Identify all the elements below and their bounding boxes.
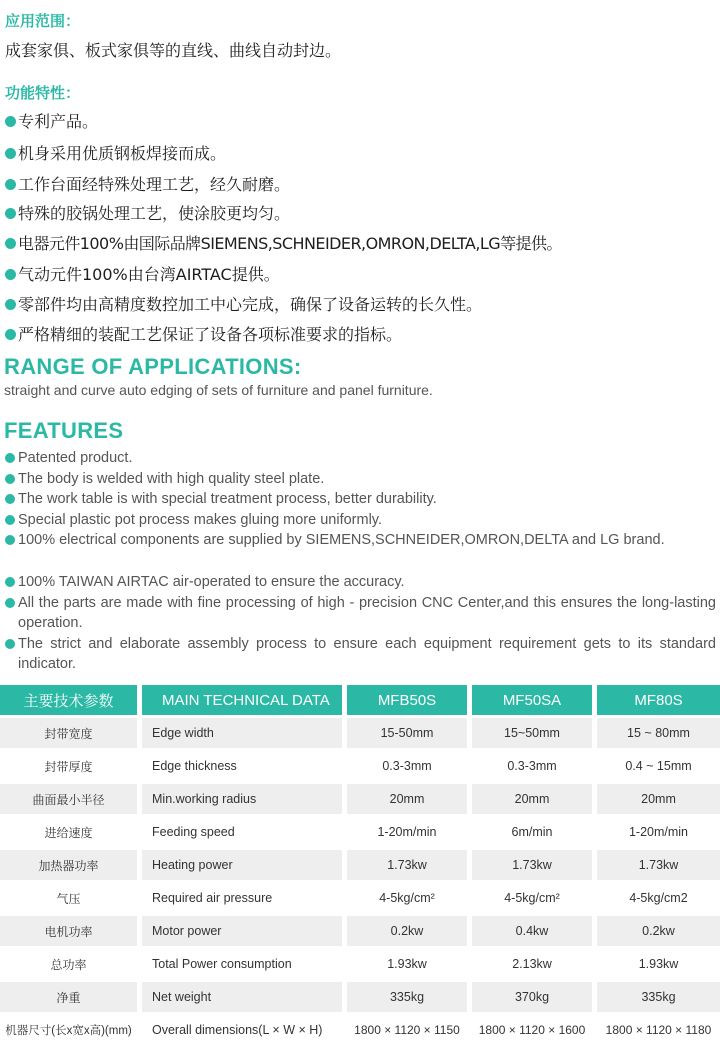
en-feature-item (5, 448, 716, 468)
table-row (0, 718, 720, 748)
en-feature-text: The strict and elaborate assembly process to ensure each equipment requirement gets to its standard indicator. (18, 636, 716, 672)
bullet-dot-icon (5, 299, 16, 310)
cell-mfb50s: 335kg (347, 982, 472, 1012)
cell-param: Edge thickness (142, 751, 347, 781)
bullet-dot-icon (5, 577, 15, 587)
cn-feature-item (5, 262, 280, 285)
en-feature-text: The body is welded with high quality steel plate. (18, 471, 325, 487)
table-row (0, 883, 720, 913)
header-cn-param: 主要技术参数 (0, 685, 142, 715)
cn-feature-item (5, 201, 290, 224)
cn-application-text: 成套家俱、板式家俱等的直线、曲线自动封边。 (5, 41, 342, 60)
bullet-dot-icon (5, 238, 16, 249)
cn-feature-item (5, 172, 290, 195)
table-row (0, 982, 720, 1012)
cell-mf50sa: 6m/min (472, 817, 597, 847)
table-header-row (0, 685, 720, 715)
cn-feature-text: 零部件均由高精度数控加工中心完成，确保了设备运转的长久性。 (18, 295, 483, 314)
bullet-dot-icon (5, 535, 15, 545)
en-feature-item (5, 572, 716, 592)
cn-feature-text: 严格精细的装配工艺保证了设备各项标准要求的指标。 (18, 325, 403, 344)
en-feature-item (5, 489, 716, 509)
cell-mf50sa: 0.3-3mm (472, 751, 597, 781)
cell-cn: 电机功率 (0, 916, 142, 946)
technical-data-table (0, 682, 720, 1048)
cell-mf80s: 0.4 ~ 15mm (597, 751, 720, 781)
cn-feature-item (5, 231, 562, 254)
cell-mf50sa: 0.4kw (472, 916, 597, 946)
cell-param: Feeding speed (142, 817, 347, 847)
header-mf50sa: MF50SA (472, 685, 597, 715)
cell-mf50sa: 20mm (472, 784, 597, 814)
cell-mf50sa: 4-5kg/cm² (472, 883, 597, 913)
cn-application-heading: 应用范围： (5, 12, 81, 30)
cn-feature-item (5, 141, 226, 164)
header-main-data: MAIN TECHNICAL DATA (142, 685, 347, 715)
bullet-dot-icon (5, 208, 16, 219)
bullet-dot-icon (5, 598, 15, 608)
cell-mf80s: 1800 × 1120 × 1180 (597, 1015, 720, 1045)
table-row (0, 916, 720, 946)
en-feature-item (5, 634, 716, 674)
cell-param: Edge width (142, 718, 347, 748)
en-feature-text: Special plastic pot process makes gluing more uniformly. (18, 512, 383, 528)
en-range-text: straight and curve auto edging of sets of furniture and panel furniture. (4, 382, 433, 398)
en-feature-text: The work table is with special treatment process, better durability. (18, 491, 437, 507)
cell-mf50sa: 15~50mm (472, 718, 597, 748)
bullet-dot-icon (5, 453, 15, 463)
header-mfb50s: MFB50S (347, 685, 472, 715)
cell-mf80s: 1.93kw (597, 949, 720, 979)
cell-mf80s: 4-5kg/cm2 (597, 883, 720, 913)
cell-param: Min.working radius (142, 784, 347, 814)
bullet-dot-icon (5, 474, 15, 484)
cell-mf50sa: 1.73kw (472, 850, 597, 880)
cell-cn: 进给速度 (0, 817, 142, 847)
en-feature-item (5, 510, 716, 530)
cell-mfb50s: 1.73kw (347, 850, 472, 880)
cn-feature-item (5, 109, 98, 132)
bullet-dot-icon (5, 148, 16, 159)
table-row (0, 817, 720, 847)
cell-mf80s: 15 ~ 80mm (597, 718, 720, 748)
cn-feature-text: 机身采用优质钢板焊接而成。 (18, 144, 227, 163)
en-feature-item (5, 469, 716, 489)
cn-feature-item (5, 322, 402, 345)
cell-mf50sa: 370kg (472, 982, 597, 1012)
cell-mf80s: 0.2kw (597, 916, 720, 946)
table-row (0, 949, 720, 979)
cell-param: Net weight (142, 982, 347, 1012)
cell-mfb50s: 20mm (347, 784, 472, 814)
cell-mf50sa: 2.13kw (472, 949, 597, 979)
cell-cn: 曲面最小半径 (0, 784, 142, 814)
bullet-dot-icon (5, 515, 15, 525)
cell-mfb50s: 1800 × 1120 × 1150 (347, 1015, 472, 1045)
cn-feature-text: 特殊的胶锅处理工艺，使涂胶更均匀。 (18, 204, 291, 223)
cell-mf80s: 1.73kw (597, 850, 720, 880)
cell-mfb50s: 0.2kw (347, 916, 472, 946)
cn-feature-text: 专利产品。 (18, 112, 99, 131)
cell-cn: 封带厚度 (0, 751, 142, 781)
en-feature-text: Patented product. (18, 450, 133, 466)
en-feature-item (5, 530, 716, 550)
cell-param: Heating power (142, 850, 347, 880)
bullet-dot-icon (5, 329, 16, 340)
cell-cn: 封带宽度 (0, 718, 142, 748)
bullet-dot-icon (5, 494, 15, 504)
table-row (0, 784, 720, 814)
bullet-dot-icon (5, 116, 16, 127)
bullet-dot-icon (5, 269, 16, 280)
bullet-dot-icon (5, 639, 15, 649)
en-range-heading: RANGE OF APPLICATIONS: (4, 354, 302, 379)
en-feature-text: 100% TAIWAN AIRTAC air-operated to ensure the accuracy. (18, 574, 405, 590)
cell-param: Overall dimensions(L × W × H) (142, 1015, 347, 1045)
cell-cn: 净重 (0, 982, 142, 1012)
cell-param: Required air pressure (142, 883, 347, 913)
cell-cn: 机器尺寸(长x宽x高)(mm) (0, 1015, 142, 1045)
en-feature-item (5, 593, 716, 633)
cn-feature-text: 工作台面经特殊处理工艺，经久耐磨。 (18, 175, 291, 194)
cn-features-heading: 功能特性： (5, 84, 81, 102)
cell-mfb50s: 4-5kg/cm² (347, 883, 472, 913)
cell-mfb50s: 1.93kw (347, 949, 472, 979)
en-feature-text: All the parts are made with fine processing of high - precision CNC Center,and this ensures the long-lasting operation. (18, 595, 716, 631)
cell-mf80s: 20mm (597, 784, 720, 814)
en-features-heading: FEATURES (4, 418, 124, 443)
bullet-dot-icon (5, 179, 16, 190)
cn-feature-text: 气动元件100%由台湾AIRTAC提供。 (18, 265, 280, 284)
cell-mf80s: 1-20m/min (597, 817, 720, 847)
cell-mfb50s: 0.3-3mm (347, 751, 472, 781)
table-row (0, 751, 720, 781)
en-feature-text: 100% electrical components are supplied by SIEMENS,SCHNEIDER,OMRON,DELTA and LG brand. (18, 532, 665, 548)
cn-feature-item (5, 292, 482, 315)
cell-mf50sa: 1800 × 1120 × 1600 (472, 1015, 597, 1045)
header-mf80s: MF80S (597, 685, 720, 715)
cell-cn: 加热器功率 (0, 850, 142, 880)
cell-mf80s: 335kg (597, 982, 720, 1012)
cell-mfb50s: 15-50mm (347, 718, 472, 748)
cell-mfb50s: 1-20m/min (347, 817, 472, 847)
cell-cn: 气压 (0, 883, 142, 913)
cell-cn: 总功率 (0, 949, 142, 979)
table-row (0, 850, 720, 880)
cell-param: Motor power (142, 916, 347, 946)
cell-param: Total Power consumption (142, 949, 347, 979)
table-row (0, 1015, 720, 1045)
cn-feature-text: 电器元件100%由国际品牌SIEMENS,SCHNEIDER,OMRON,DELTA,LG等提供。 (18, 234, 562, 253)
